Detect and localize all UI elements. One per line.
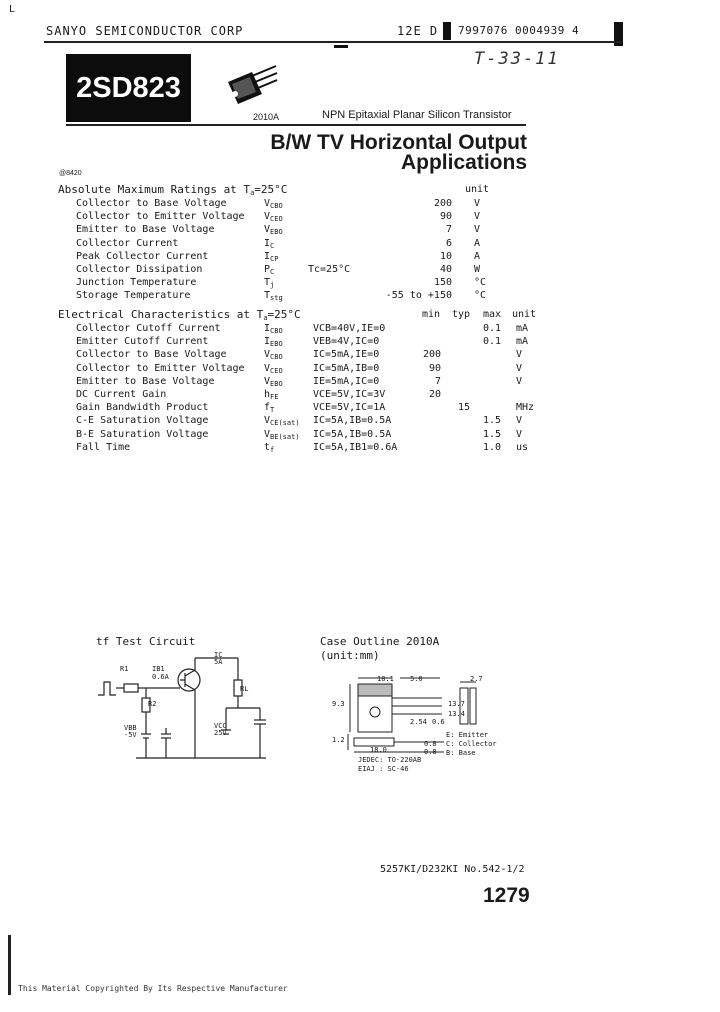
min-value: 200: [422, 349, 441, 361]
elec-typ-header: typ: [452, 309, 471, 320]
symbol: $V_{CBO}$: [264, 198, 283, 210]
dim-tab: 1.2: [332, 736, 345, 744]
circuit-label-vbb: VBB: [124, 724, 137, 732]
unit: mA: [516, 336, 529, 348]
param-name: Storage Temperature: [76, 290, 191, 302]
title-line-1: B/W TV Horizontal Output: [270, 131, 527, 154]
dim-side-1: 13.7: [448, 700, 465, 708]
abs-max-unit-header: unit: [465, 184, 490, 195]
unit: V: [516, 415, 523, 427]
value: 10: [439, 250, 452, 262]
condition: VCE=5V,IC=1A: [313, 402, 386, 414]
unit: V: [516, 428, 523, 440]
circuit-label-r1: R1: [120, 665, 129, 673]
symbol: $V_{CE(sat)}$: [264, 415, 300, 428]
circuit-label-vbb-value: -5V: [124, 731, 137, 739]
condition: VCE=5V,IC=3V: [313, 389, 386, 400]
table-row: [0, 263, 720, 276]
param-name: Emitter to Base Voltage: [76, 375, 215, 387]
symbol: $V_{CEO}$: [264, 211, 283, 224]
value: -55 to +150: [385, 290, 452, 302]
dim-lead-thick-1: 0.8: [424, 740, 437, 748]
elec-min-header: min: [422, 309, 441, 320]
legend-emitter: E: Emitter: [446, 731, 489, 739]
elec-title: Electrical Characteristics at $T_a=25^\circ C$: [58, 308, 301, 322]
symbol: $V_{CBO}$: [264, 349, 283, 362]
symbol: $t_f$: [264, 441, 275, 454]
dim-lead-thick-2: 0.8: [424, 748, 437, 756]
param-name: DC Current Gain: [76, 389, 167, 400]
corner-mark: L: [9, 4, 16, 15]
table-row: [0, 335, 720, 348]
table-row: [0, 210, 720, 223]
unit: V: [516, 375, 523, 387]
title-line-2: Applications: [400, 151, 527, 174]
condition: IC=5A,IB=0.5A: [313, 428, 392, 440]
dim-overall: 18.0: [370, 746, 387, 754]
typ-value: 15: [457, 402, 470, 414]
max-value: 1.5: [482, 415, 501, 427]
transistor-package-icon: [222, 64, 278, 108]
table-row: [0, 197, 720, 210]
condition: IC=5mA,IB=0: [313, 362, 380, 374]
max-value: 1.0: [482, 441, 501, 453]
max-value: 0.1: [482, 323, 501, 334]
min-value: 7: [434, 375, 441, 387]
unit: V: [474, 198, 481, 209]
table-row: [0, 428, 720, 441]
small-code: @8420: [59, 170, 82, 177]
dim-side-2: 13.4: [448, 710, 465, 718]
param-name: Gain Bandwidth Product: [76, 402, 209, 414]
symbol: $P_C$: [264, 264, 275, 276]
test-circuit-title: tf Test Circuit: [96, 635, 196, 648]
symbol: $h_{FE}$: [264, 389, 279, 401]
unit: MHz: [516, 402, 535, 414]
dim-width: 10.1: [377, 675, 394, 683]
circuit-label-vcc-value: 25V: [214, 729, 227, 737]
param-name: C-E Saturation Voltage: [76, 415, 209, 427]
param-name: Junction Temperature: [76, 277, 197, 289]
table-row: [0, 401, 720, 414]
param-name: Collector to Base Voltage: [76, 198, 227, 209]
unit: °C: [474, 290, 487, 302]
symbol: $V_{EBO}$: [264, 224, 283, 237]
symbol: $V_{EBO}$: [264, 375, 283, 388]
part-number-box: 2SD823: [66, 54, 191, 122]
param-name: Collector to Base Voltage: [76, 349, 227, 361]
dim-lead-width: 0.6: [432, 718, 445, 726]
table-row: [0, 250, 720, 263]
max-value: 0.1: [482, 336, 501, 348]
table-row: [0, 348, 720, 361]
symbol: $I_{CBO}$: [264, 323, 283, 335]
circuit-label-ic-value: 5A: [214, 658, 223, 666]
min-value: 20: [428, 389, 441, 400]
barcode-block: [443, 22, 451, 40]
circuit-label-ic: IC: [214, 651, 223, 659]
legend-base: B: Base: [446, 749, 476, 757]
scan-mark: [334, 45, 348, 48]
condition: IC=5mA,IE=0: [313, 349, 380, 361]
unit: V: [474, 211, 481, 223]
package-code: 2010A: [253, 112, 280, 122]
eiaj-code: EIAJ : SC-46: [358, 765, 409, 773]
page-number: 1279: [483, 884, 530, 907]
condition: Tc=25°C: [308, 264, 351, 275]
abs-max-title: Absolute Maximum Ratings at $T_a=25^\circ C$: [58, 183, 288, 197]
value: 6: [445, 237, 452, 249]
edge-mark: [8, 935, 11, 995]
unit: V: [474, 224, 481, 236]
unit: us: [516, 441, 529, 453]
param-name: Collector Current: [76, 237, 179, 249]
table-row: [0, 441, 720, 454]
doc-code: 5257KI/D232KI No.542-1/2: [380, 864, 525, 875]
param-name: Collector Cutoff Current: [76, 323, 221, 334]
table-row: [0, 276, 720, 289]
value: 7: [445, 224, 452, 236]
max-value: 1.5: [482, 428, 501, 440]
part-rule: [66, 124, 526, 126]
table-row: [0, 414, 720, 427]
circuit-label-r2: R2: [148, 700, 157, 708]
transistor-type: NPN Epitaxial Planar Silicon Transistor: [322, 109, 512, 121]
param-name: Fall Time: [76, 441, 131, 453]
condition: IE=5mA,IC=0: [313, 375, 380, 387]
company-name: SANYO SEMICONDUCTOR CORP: [46, 24, 244, 38]
table-row: [0, 388, 720, 401]
unit: A: [474, 250, 481, 262]
table-row: [0, 223, 720, 236]
case-outline-unit: (unit:mm): [320, 649, 380, 662]
circuit-label-ib1-value: 0.6A: [152, 673, 169, 681]
table-row: [0, 237, 720, 250]
param-name: Collector to Emitter Voltage: [76, 211, 245, 223]
legend-collector: C: Collector: [446, 740, 497, 748]
param-name: Collector to Emitter Voltage: [76, 362, 245, 374]
condition: IC=5A,IB=0.5A: [313, 415, 392, 427]
min-value: 90: [428, 362, 441, 374]
copyright-notice: This Material Copyrighted By Its Respective Manufacturer: [18, 984, 288, 993]
symbol: $I_{CP}$: [264, 250, 279, 263]
condition: VCB=40V,IE=0: [313, 323, 386, 334]
symbol: $I_C$: [264, 237, 275, 250]
symbol: $I_{EBO}$: [264, 336, 283, 349]
header-rule: [44, 41, 622, 43]
circuit-label-vcc: VCC: [214, 722, 227, 730]
condition: VEB=4V,IC=0: [313, 336, 380, 348]
unit: A: [474, 237, 481, 249]
table-row: [0, 322, 720, 335]
symbol: $V_{BE(sat)}$: [264, 428, 300, 441]
param-name: Emitter Cutoff Current: [76, 336, 209, 348]
value: 40: [439, 264, 452, 275]
barcode-number: 7997076 0004939 4: [458, 24, 580, 37]
unit: °C: [474, 277, 487, 289]
unit: W: [474, 264, 481, 275]
case-outline-title: Case Outline 2010A: [320, 635, 440, 648]
unit: V: [516, 349, 523, 361]
table-row: [0, 362, 720, 375]
symbol: $f_T$: [264, 402, 275, 415]
table-row: [0, 289, 720, 302]
symbol: $V_{CEO}$: [264, 362, 283, 375]
param-name: Collector Dissipation: [76, 264, 203, 275]
condition: IC=5A,IB1=0.6A: [313, 441, 398, 453]
elec-unit-header: unit: [512, 309, 537, 320]
value: 150: [433, 277, 452, 289]
jedec-code: JEDEC: TO-220AB: [358, 756, 422, 764]
dim-lead-length: 5.0: [410, 675, 423, 683]
dim-pitch: 2.54: [410, 718, 427, 726]
param-name: Peak Collector Current: [76, 250, 209, 262]
table-row: [0, 375, 720, 388]
header-code: 12E D: [397, 24, 439, 38]
param-name: B-E Saturation Voltage: [76, 428, 209, 440]
circuit-label-rl: RL: [240, 685, 249, 693]
unit: mA: [516, 323, 529, 334]
handwritten-note: T-33-11: [474, 49, 560, 69]
value: 200: [433, 198, 452, 209]
symbol: $T_{stg}$: [264, 290, 283, 303]
elec-max-header: max: [483, 309, 502, 320]
symbol: $T_j$: [264, 277, 275, 290]
dim-height: 9.3: [332, 700, 345, 708]
unit: V: [516, 362, 523, 374]
param-name: Emitter to Base Voltage: [76, 224, 215, 236]
circuit-label-ib1: IB1: [152, 665, 165, 673]
dim-thickness: 2.7: [470, 675, 483, 683]
value: 90: [439, 211, 452, 223]
